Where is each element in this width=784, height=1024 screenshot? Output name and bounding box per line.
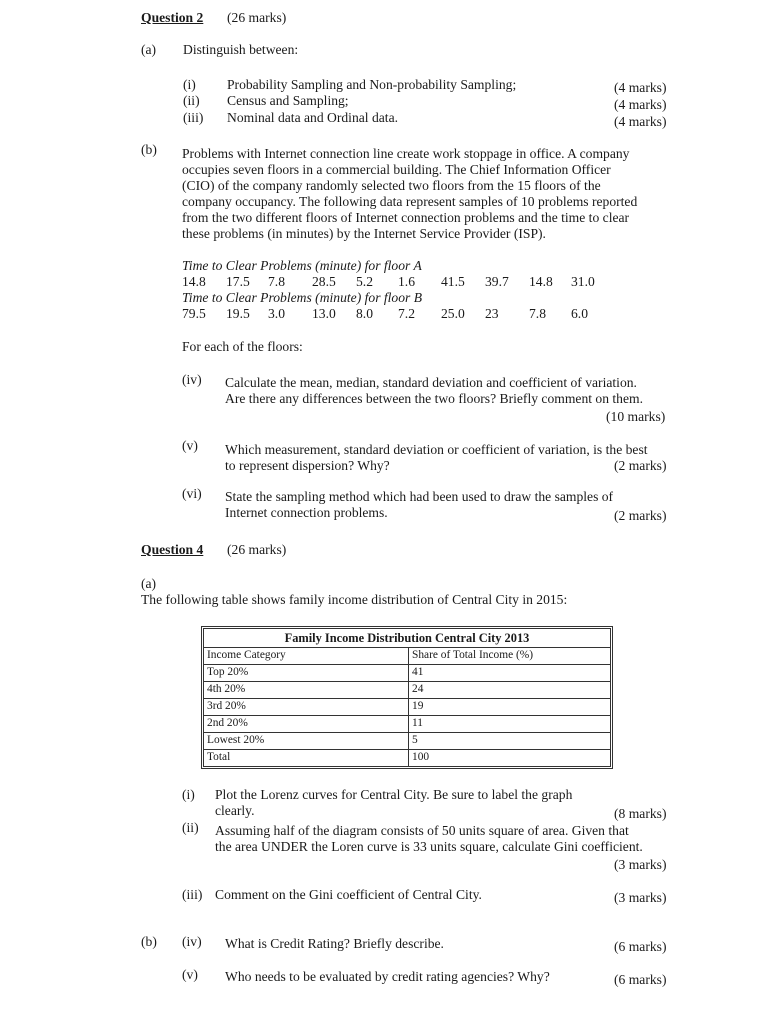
- q4-a-ii-marks: (3 marks): [614, 857, 667, 872]
- q2-b-line-1: Problems with Internet connection line create work stoppage in office. A company: [182, 146, 630, 161]
- q2-a-iii-marks: (4 marks): [614, 114, 667, 129]
- question-4-marks: (26 marks): [227, 542, 287, 557]
- table-total-row: [204, 750, 611, 767]
- table-cell: 5: [409, 733, 611, 750]
- table-header-cell: Share of Total Income (%): [409, 648, 611, 665]
- table-cell: 3rd 20%: [204, 699, 409, 716]
- q4-a-i-line-1: Plot the Lorenz curves for Central City. Be sure to label the graph: [215, 787, 573, 802]
- for-each-floors: For each of the floors:: [182, 339, 303, 354]
- q4-a-i-line-2: clearly.: [215, 803, 255, 818]
- q4-b-v-text: Who needs to be evaluated by credit rating agencies? Why?: [225, 969, 550, 984]
- q4-b-v-num: (v): [182, 967, 198, 982]
- q2-a-iii-num: (iii): [183, 110, 204, 125]
- q2-a-ii-num: (ii): [183, 93, 200, 108]
- q4-a-ii-line-1: Assuming half of the diagram consists of 50 units square of area. Given that: [215, 823, 629, 838]
- table-cell: 4th 20%: [204, 682, 409, 699]
- q2-b-iv-line-1: Calculate the mean, median, standard deviation and coefficient of variation.: [225, 375, 637, 390]
- table-cell: 11: [409, 716, 611, 733]
- q2-b-vi-line-2: Internet connection problems.: [225, 505, 388, 520]
- table-cell: 2nd 20%: [204, 716, 409, 733]
- floor-a-value: 41.5: [441, 274, 465, 289]
- q4-a-ii-num: (ii): [182, 820, 199, 835]
- table-cell: 100: [409, 750, 611, 767]
- floor-b-value: 19.5: [226, 306, 250, 321]
- q2-a-ii-marks: (4 marks): [614, 97, 667, 112]
- q4-part-b-label: (b): [141, 934, 157, 949]
- table-title: Family Income Distribution Central City 2013: [204, 629, 611, 648]
- q2-b-vi-line-1: State the sampling method which had been used to draw the samples of: [225, 489, 614, 504]
- q2-b-line-3: (CIO) of the company randomly selected two floors from the 15 floors of the: [182, 178, 601, 193]
- table-cell: 24: [409, 682, 611, 699]
- floor-a-value: 39.7: [485, 274, 509, 289]
- income-distribution-table: [203, 628, 611, 767]
- q2-a-i-num: (i): [183, 77, 196, 92]
- table-cell: Total: [204, 750, 409, 767]
- q2-b-line-6: these problems (in minutes) by the Internet Service Provider (ISP).: [182, 226, 546, 241]
- q2-part-b-label: (b): [141, 142, 157, 157]
- question-2-marks: (26 marks): [227, 10, 287, 25]
- q4-a-iii-text: Comment on the Gini coefficient of Central City.: [215, 887, 482, 902]
- q2-b-v-marks: (2 marks): [614, 458, 667, 473]
- question-2-title: Question 2: [141, 10, 204, 25]
- table-cell: 41: [409, 665, 611, 682]
- floor-a-value: 5.2: [356, 274, 373, 289]
- floor-b-value: 3.0: [268, 306, 285, 321]
- floor-b-value: 6.0: [571, 306, 588, 321]
- q4-a-i-marks: (8 marks): [614, 806, 667, 821]
- table-row: [204, 682, 611, 699]
- q2-part-a-label: (a): [141, 42, 157, 57]
- floor-a-value: 14.8: [182, 274, 206, 289]
- floor-b-value: 7.8: [529, 306, 546, 321]
- floor-b-value: 23: [485, 306, 499, 321]
- floor-a-value: 7.8: [268, 274, 285, 289]
- floor-b-value: 79.5: [182, 306, 206, 321]
- income-table-frame: [201, 626, 613, 769]
- floor-a-value: 28.5: [312, 274, 336, 289]
- q2-b-line-4: company occupancy. The following data represent samples of 10 problems reported: [182, 194, 638, 209]
- floor-a-value: 17.5: [226, 274, 250, 289]
- q4-a-i-num: (i): [182, 787, 195, 802]
- q2-a-iii-text: Nominal data and Ordinal data.: [227, 110, 398, 125]
- q2-a-i-text: Probability Sampling and Non-probability Sampling;: [227, 77, 517, 92]
- floor-b-value: 13.0: [312, 306, 336, 321]
- q2-a-i-marks: (4 marks): [614, 80, 667, 95]
- q2-b-iv-line-2: Are there any differences between the two floors? Briefly comment on them.: [225, 391, 643, 406]
- q4-a-ii-line-2: the area UNDER the Loren curve is 33 units square, calculate Gini coefficient.: [215, 839, 643, 854]
- q2-b-vi-marks: (2 marks): [614, 508, 667, 523]
- floor-a-value: 31.0: [571, 274, 595, 289]
- q4-part-a-intro: The following table shows family income distribution of Central City in 2015:: [141, 592, 568, 607]
- q2-b-iv-num: (iv): [182, 372, 202, 387]
- q2-b-v-line-1: Which measurement, standard deviation or coefficient of variation, is the best: [225, 442, 648, 457]
- table-row: [204, 716, 611, 733]
- table-row: [204, 665, 611, 682]
- q4-b-iv-marks: (6 marks): [614, 939, 667, 954]
- table-cell: Lowest 20%: [204, 733, 409, 750]
- floor-a-value: 14.8: [529, 274, 553, 289]
- q2-b-vi-num: (vi): [182, 486, 202, 501]
- q2-a-ii-text: Census and Sampling;: [227, 93, 349, 108]
- floor-a-title: Time to Clear Problems (minute) for floor A: [182, 258, 422, 273]
- q4-b-iv-text: What is Credit Rating? Briefly describe.: [225, 936, 444, 951]
- q4-b-v-marks: (6 marks): [614, 972, 667, 987]
- floor-b-title: Time to Clear Problems (minute) for floor B: [182, 290, 423, 305]
- table-row: [204, 733, 611, 750]
- floor-b-value: 7.2: [398, 306, 415, 321]
- q2-b-line-5: from the two different floors of Internet connection problems and the time to clear: [182, 210, 630, 225]
- q4-a-iii-num: (iii): [182, 887, 203, 902]
- table-header-row: [204, 648, 611, 665]
- q2-part-a-intro: Distinguish between:: [183, 42, 299, 57]
- table-header-cell: Income Category: [204, 648, 409, 665]
- table-row: [204, 699, 611, 716]
- q2-b-iv-marks: (10 marks): [606, 409, 666, 424]
- table-cell: 19: [409, 699, 611, 716]
- q2-b-v-line-2: to represent dispersion? Why?: [225, 458, 390, 473]
- q2-b-line-2: occupies seven floors in a commercial building. The Chief Information Officer: [182, 162, 611, 177]
- q4-a-iii-marks: (3 marks): [614, 890, 667, 905]
- question-4-title: Question 4: [141, 542, 204, 557]
- floor-a-value: 1.6: [398, 274, 415, 289]
- q4-part-a-label: (a): [141, 576, 157, 591]
- floor-b-value: 25.0: [441, 306, 465, 321]
- q4-b-iv-num: (iv): [182, 934, 202, 949]
- floor-b-value: 8.0: [356, 306, 373, 321]
- q2-b-v-num: (v): [182, 438, 198, 453]
- table-cell: Top 20%: [204, 665, 409, 682]
